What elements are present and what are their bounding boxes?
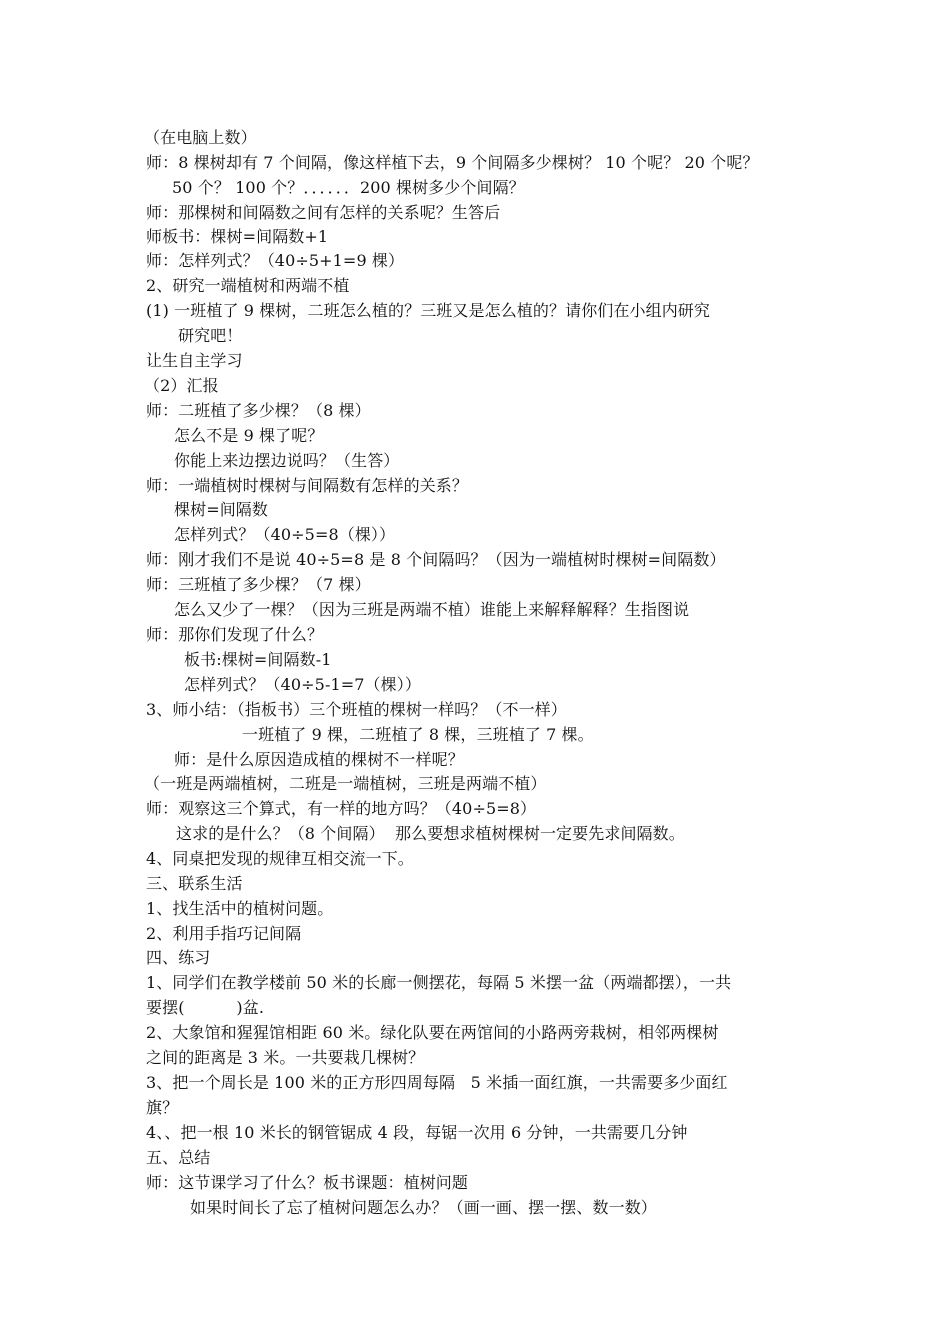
text-line: 棵树=间隔数 xyxy=(174,500,269,519)
text-line: 3、把一个周长是 100 米的正方形四周每隔 5 米插一面红旗，一共需要多少面红 xyxy=(146,1073,728,1092)
text-line: 师：这节课学习了什么？板书课题：植树问题 xyxy=(146,1173,469,1192)
text-line: 这求的是什么？（8 个间隔） 那么要想求植树棵树一定要先求间隔数。 xyxy=(176,824,685,843)
text-line: 1、找生活中的植树问题。 xyxy=(146,899,334,918)
text-line: 师：一端植树时棵树与间隔数有怎样的关系？ xyxy=(146,476,469,495)
text-line: （一班是两端植树，二班是一端植树，三班是两端不植） xyxy=(144,774,547,793)
text-line: 2、大象馆和猩猩馆相距 60 米。绿化队要在两馆间的小路两旁栽树，相邻两棵树 xyxy=(146,1023,719,1042)
text-line: 师：那棵树和间隔数之间有怎样的关系呢？生答后 xyxy=(146,203,501,222)
text-line: 师：三班植了多少棵？（7 棵） xyxy=(146,575,371,594)
text-line: 师：刚才我们不是说 40÷5=8 是 8 个间隔吗？（因为一端植树时棵树=间隔数） xyxy=(146,550,726,569)
text-line: 怎么不是 9 棵了呢？ xyxy=(174,426,324,445)
text-line: 1、同学们在教学楼前 50 米的长廊一侧摆花，每隔 5 米摆一盆（两端都摆），一共 xyxy=(146,973,732,992)
text-line: 师：那你们发现了什么？ xyxy=(146,625,324,644)
text-line: (1) 一班植了 9 棵树，二班怎么植的？三班又是怎么植的？请你们在小组内研究 xyxy=(146,301,711,320)
text-line: 师：二班植了多少棵？（8 棵） xyxy=(146,401,371,420)
text-line: （2）汇报 xyxy=(144,376,219,395)
text-line: 师：是什么原因造成植的棵树不一样呢？ xyxy=(174,750,464,769)
text-line: 2、研究一端植树和两端不植 xyxy=(146,276,350,295)
text-line: 三、联系生活 xyxy=(146,874,243,893)
text-line: 怎样列式？（40÷5=8（棵）） xyxy=(174,525,396,544)
text-line: 你能上来边摆边说吗？（生答） xyxy=(174,451,400,470)
text-line: 四、练习 xyxy=(146,948,211,967)
text-line: 板书:棵树=间隔数-1 xyxy=(184,650,332,669)
text-line: 怎么又少了一棵？（因为三班是两端不植）谁能上来解释解释？生指图说 xyxy=(174,600,690,619)
text-line: 如果时间长了忘了植树问题怎么办？（画一画、摆一摆、数一数） xyxy=(190,1198,657,1217)
text-line: 旗？ xyxy=(146,1098,179,1117)
text-line: 师：怎样列式？（40÷5+1=9 棵） xyxy=(146,251,405,270)
text-line: 4、同桌把发现的规律互相交流一下。 xyxy=(146,849,414,868)
text-line: 要摆( )盆. xyxy=(146,998,265,1017)
text-line: （在电脑上数） xyxy=(144,128,257,147)
text-line: 师：观察这三个算式，有一样的地方吗？（40÷5=8） xyxy=(146,799,537,818)
text-line: 3、师小结：（指板书）三个班植的棵树一样吗？（不一样） xyxy=(146,700,567,719)
text-line: 研究吧！ xyxy=(178,326,243,345)
text-line: 五、总结 xyxy=(146,1148,211,1167)
text-line: 怎样列式？（40÷5-1=7（棵）） xyxy=(184,675,421,694)
text-line: 一班植了 9 棵，二班植了 8 棵，三班植了 7 棵。 xyxy=(242,725,594,744)
text-line: 2、利用手指巧记间隔 xyxy=(146,924,302,943)
text-line: 50 个？ 100 个？．．．．．．200 棵树多少个间隔？ xyxy=(172,178,525,197)
text-line: 师：8 棵树却有 7 个间隔，像这样植下去，9 个间隔多少棵树？ 10 个呢？ 20 个呢？ xyxy=(146,153,759,172)
text-line: 让生自主学习 xyxy=(146,351,243,370)
text-line: 师板书：棵树=间隔数+1 xyxy=(146,227,329,246)
text-line: 之间的距离是 3 米。一共要栽几棵树？ xyxy=(146,1048,425,1067)
text-line: 4、、把一根 10 米长的钢管锯成 4 段，每锯一次用 6 分钟，一共需要几分钟 xyxy=(146,1123,688,1142)
